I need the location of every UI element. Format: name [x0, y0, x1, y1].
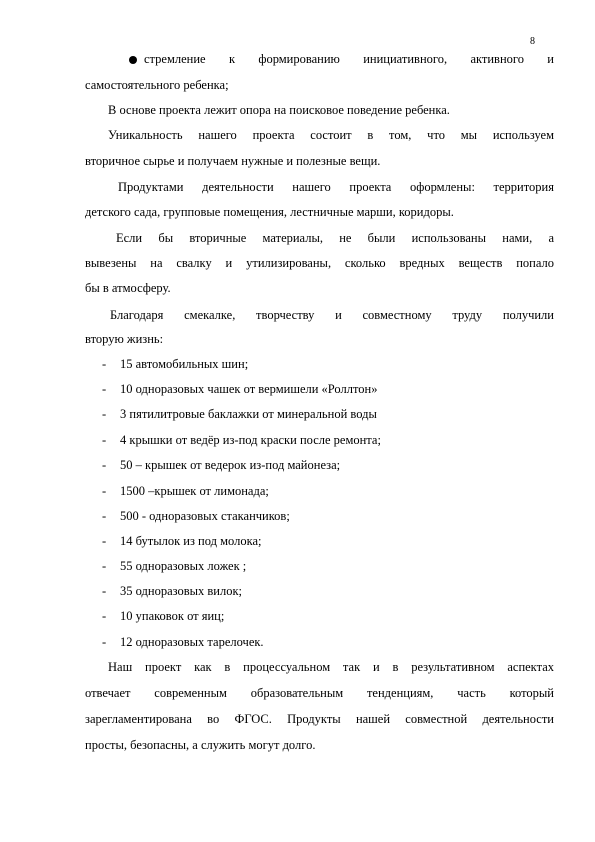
paragraph-2-line-1: Уникальность нашего проекта состоит в том, что мы используем: [108, 128, 554, 142]
paragraph-6-line-1: Наш проект как в процессуальном так и в результативном аспектах: [108, 660, 554, 674]
paragraph-4-line-2: вывезены на свалку и утилизированы, сколько вредных веществ попало: [85, 256, 554, 270]
list-item: - 3 пятилитровые баклажки от минеральной воды: [102, 407, 377, 421]
list-item: - 50 – крышек от ведерок из-под майонеза;: [102, 458, 341, 472]
bullet-icon: [129, 56, 137, 64]
page-number: 8: [530, 36, 535, 47]
paragraph-6-line-2: отвечает современным образовательным тенденциям, часть который: [85, 686, 554, 700]
paragraph-4-line-1: Если бы вторичные материалы, не были использованы нами, а: [116, 231, 554, 245]
list-item: - 12 одноразовых тарелочек.: [102, 635, 264, 649]
paragraph-6-line-3: зарегламентирована во ФГОС. Продукты нашей совместной деятельности: [85, 712, 554, 726]
paragraph-3-line-2: детского сада, групповые помещения, лестничные марши, коридоры.: [85, 205, 454, 219]
paragraph-2-line-2: вторичное сырье и получаем нужные и полезные вещи.: [85, 154, 381, 168]
paragraph-3-line-1: Продуктами деятельности нашего проекта оформлены: территория: [118, 180, 554, 194]
list-item: - 500 - одноразовых стаканчиков;: [102, 509, 290, 523]
paragraph-5-line-1: Благодаря смекалке, творчеству и совместному труду получили: [110, 308, 554, 322]
list-item: - 15 автомобильных шин;: [102, 357, 249, 371]
paragraph-4-line-3: бы в атмосферу.: [85, 281, 171, 295]
paragraph-1: В основе проекта лежит опора на поисковое поведение ребенка.: [108, 103, 450, 117]
list-item: - 4 крышки от ведёр из-под краски после ремонта;: [102, 433, 381, 447]
paragraph-5-line-2: вторую жизнь:: [85, 332, 164, 346]
list-item: - 55 одноразовых ложек ;: [102, 559, 247, 573]
bullet-text-line-1: стремление к формированию инициативного, активного и: [144, 52, 554, 66]
list-item: - 14 бутылок из под молока;: [102, 534, 262, 548]
list-item: - 10 одноразовых чашек от вермишели «Роллтон»: [102, 382, 378, 396]
paragraph-6-line-4: просты, безопасны, а служить могут долго.: [85, 738, 316, 752]
list-item: - 10 упаковок от яиц;: [102, 609, 225, 623]
list-item: - 35 одноразовых вилок;: [102, 584, 243, 598]
list-item: - 1500 –крышек от лимонада;: [102, 484, 269, 498]
bullet-text-line-2: самостоятельного ребенка;: [85, 78, 229, 92]
